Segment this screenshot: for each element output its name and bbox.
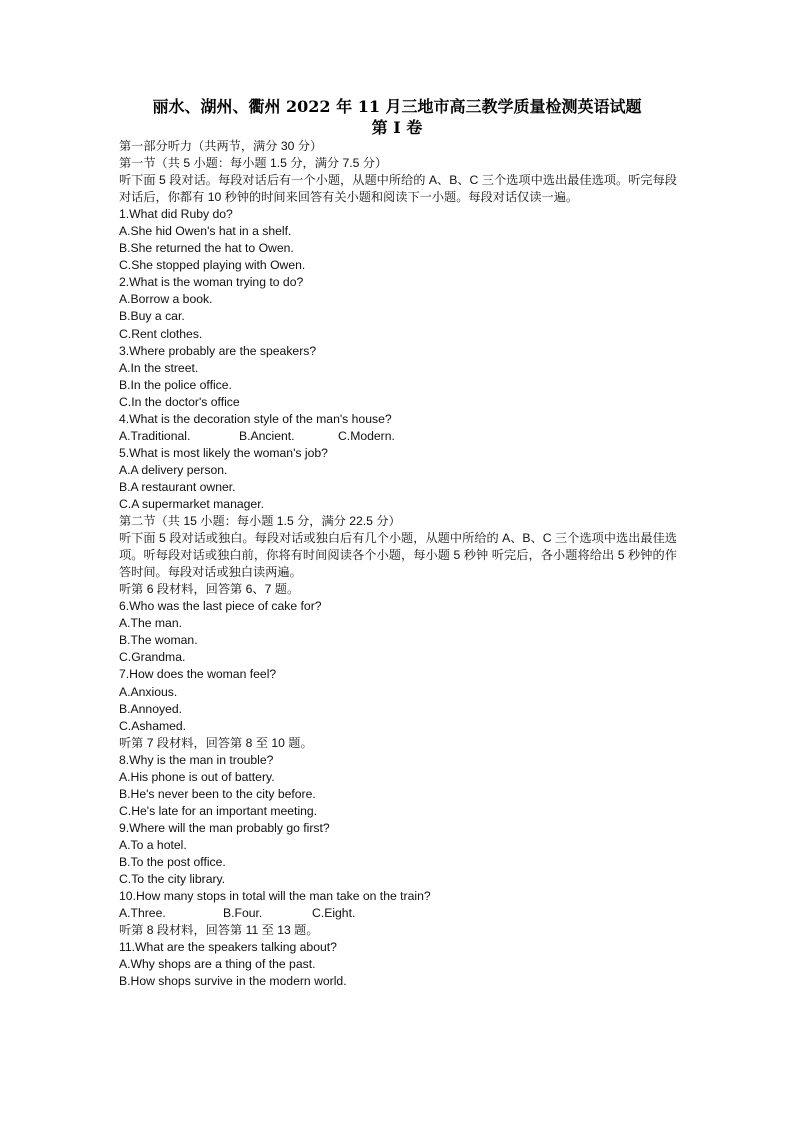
section-heading: 第一节（共 5 小题：每小题 1.5 分，满分 7.5 分） (119, 156, 388, 171)
option: B.A restaurant owner. (119, 479, 236, 494)
option: C.She stopped playing with Owen. (119, 258, 306, 273)
option: A.In the street. (119, 360, 199, 375)
option: A.Three. (119, 906, 166, 921)
option: A.Traditional. (119, 428, 191, 443)
option: A.Anxious. (119, 684, 178, 699)
section-heading: 第二节（共 15 小题：每小题 1.5 分，满分 22.5 分） (119, 514, 401, 529)
question-stem: 1.What did Ruby do? (119, 207, 233, 222)
material-intro: 听第 7 段材料，回答第 8 至 10 题。 (119, 735, 313, 750)
option: A.A delivery person. (119, 462, 228, 477)
option: B.She returned the hat to Owen. (119, 241, 294, 256)
option: B.Four. (223, 906, 263, 921)
option-row (119, 905, 677, 922)
option: C.Eight. (312, 906, 356, 921)
question-stem: 10.How many stops in total will the man take on the train? (119, 889, 431, 904)
option: C.In the doctor's office (119, 394, 240, 409)
option: C.To the city library. (119, 872, 226, 887)
exam-body (119, 138, 677, 990)
section-instructions: 听下面 5 段对话或独白。每段对话或独白后有几个小题，从题中所给的 A、B、C 三个选项中选出最佳选项。听每段对话或独白前，你将有时间阅读各个小题，每小题 5 秒钟 听完后，各小题将给出 5 秒钟的作答时间。每段对话或独白读两遍。 (119, 531, 677, 580)
question-stem: 2.What is the woman trying to do? (119, 275, 304, 290)
option: B.He's never been to the city before. (119, 786, 316, 801)
option: B.Ancient. (239, 428, 295, 443)
option: B.How shops survive in the modern world. (119, 974, 347, 989)
question-stem: 8.Why is the man in trouble? (119, 752, 274, 767)
option: B.The woman. (119, 633, 198, 648)
option: C.He's late for an important meeting. (119, 803, 318, 818)
question-stem: 4.What is the decoration style of the man's house? (119, 411, 392, 426)
option: B.To the post office. (119, 854, 226, 869)
exam-title: 丽水、湖州、衢州 2022 年 11 月三地市高三教学质量检测英语试题 (152, 97, 642, 116)
option: A.She hid Owen's hat in a shelf. (119, 224, 292, 239)
question-stem: 9.Where will the man probably go first? (119, 820, 330, 835)
option: C.Rent clothes. (119, 326, 203, 341)
material-intro: 听第 6 段材料，回答第 6、7 题。 (119, 582, 300, 597)
option: B.Buy a car. (119, 309, 185, 324)
option-row (119, 428, 677, 445)
option: B.In the police office. (119, 377, 232, 392)
question-stem: 11.What are the speakers talking about? (119, 940, 337, 955)
material-intro: 听第 8 段材料，回答第 11 至 13 题。 (119, 923, 319, 938)
volume-label: 第 I 卷 (371, 118, 423, 137)
part-heading: 第一部分听力（共两节，满分 30 分） (119, 139, 323, 153)
question-stem: 3.Where probably are the speakers? (119, 343, 317, 358)
option: C.Modern. (338, 428, 395, 443)
option: A.Borrow a book. (119, 292, 213, 307)
section-instructions: 听下面 5 段对话。每段对话后有一个小题，从题中所给的 A、B、C 三个选项中选出最佳选项。听完每段对话后，你都有 10 秒钟的时间来回答有关小题和阅读下一小题。每段对话仅读一遍。 (119, 173, 677, 205)
question-stem: 7.How does the woman feel? (119, 667, 277, 682)
option: A.To a hotel. (119, 837, 187, 852)
option: B.Annoyed. (119, 701, 183, 716)
question-stem: 6.Who was the last piece of cake for? (119, 599, 322, 614)
question-stem: 5.What is most likely the woman's job? (119, 445, 328, 460)
option: C.A supermarket manager. (119, 496, 264, 511)
option: A.The man. (119, 616, 182, 631)
option: A.His phone is out of battery. (119, 769, 275, 784)
option: C.Grandma. (119, 650, 186, 665)
option: A.Why shops are a thing of the past. (119, 957, 316, 972)
option: C.Ashamed. (119, 718, 187, 733)
